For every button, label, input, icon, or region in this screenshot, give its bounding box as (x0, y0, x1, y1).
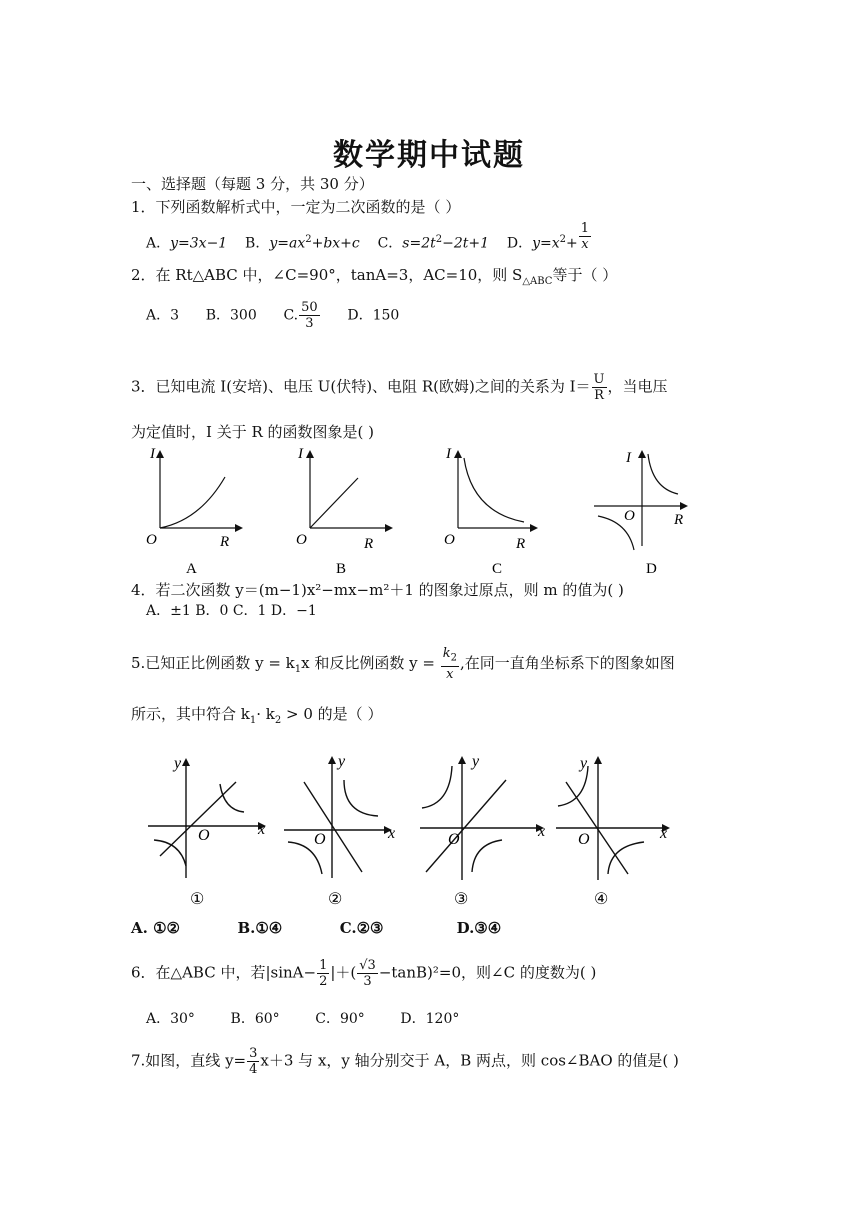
q5-1-origin: O (198, 827, 210, 844)
question-5-line2: 所示，其中符合 $k_1\cdot k_2 > 0$ 的是（ ） (131, 705, 383, 726)
question-7-stem: 7.如图，直线 y= $\frac{3}{4}$ x＋3 与 x，y 轴分别交于 A，B 两点，则 cos∠BAO 的值是( ) (131, 1046, 679, 1077)
q5-1-axis-y: y (174, 755, 182, 772)
q5-graph-1 (140, 750, 275, 910)
section-heading: 一、选择题（每题 3 分，共 30 分） (131, 175, 374, 193)
q3-b-origin: O (296, 532, 307, 548)
q5-1-axis-x: x (258, 821, 266, 838)
q3-label-d: D (646, 561, 657, 577)
q3-c-origin: O (444, 532, 455, 548)
q5-3-axis-y: y (472, 753, 480, 770)
q3-d-axis-r: R (674, 512, 684, 528)
question-4-stem: 4．若二次函数 y＝(m−1)x²−mx−m²＋1 的图象过原点，则 m 的值为( ) (131, 581, 624, 599)
q5-4-origin: O (578, 831, 590, 848)
q3-b-axis-i: I (298, 446, 303, 462)
q5-4-axis-x: x (660, 825, 668, 842)
q3-d-axis-i: I (626, 450, 631, 466)
q5-label-3: ③ (454, 891, 469, 908)
q5-label-1: ① (190, 891, 205, 908)
question-4-options: A．±1 B．0 C．1 D．−1 (146, 603, 317, 619)
q3-a-axis-r: R (220, 534, 230, 550)
q3-graph-d (588, 440, 698, 580)
q3-graph-c (438, 440, 548, 580)
question-3-line1: 3．已知电流 I(安培)、电压 U(伏特)、电阻 R(欧姆)之间的关系为 I＝ $\frac{U}{R}$ ，当电压 (131, 372, 668, 403)
question-3-line2: 为定值时，I 关于 R 的函数图象是( ) (131, 423, 374, 441)
q5-graph-2 (278, 750, 413, 910)
q5-graph-3 (416, 750, 551, 910)
q3-label-c: C (492, 561, 503, 577)
question-1-options: A．y=3x−1 B．$y=ax^2+bx+c$ C．$s=2t^2-2t+1$ D．$y=x^2+$ $\frac{1}{x}$ (146, 221, 590, 253)
q5-label-2: ② (328, 891, 343, 908)
question-2-stem: 2．在 Rt△ABC 中，∠C=90°，tanA=3，AC=10，则 $S_{\triangle ABC}$等于（ ） (131, 266, 618, 287)
q3-b-axis-r: R (364, 536, 374, 552)
question-5-options: A. ①② B.①④ C.②③ D.③④ (131, 919, 502, 937)
q5-2-origin: O (314, 831, 326, 848)
q3-c-axis-r: R (516, 536, 526, 552)
q3-label-a: A (186, 561, 197, 577)
q3-a-origin: O (146, 532, 157, 548)
q3-c-axis-i: I (446, 446, 451, 462)
question-1-stem: 1．下列函数解析式中，一定为二次函数的是（ ） (131, 198, 461, 216)
q5-3-axis-x: x (538, 823, 546, 840)
q5-label-4: ④ (594, 891, 609, 908)
q3-label-b: B (336, 561, 347, 577)
q5-2-axis-x: x (388, 825, 396, 842)
question-5-line1: 5.已知正比例函数 $y = k_1x$ 和反比例函数 y = $\frac{k_2}{x}$ ,在同一直角坐标系下的图象如图 (131, 646, 675, 682)
q5-3-origin: O (448, 831, 460, 848)
q5-2-axis-y: y (338, 753, 346, 770)
question-6-options: A．30° B．60° C．90° D．120° (146, 1011, 460, 1027)
q3-a-axis-i: I (150, 446, 155, 462)
q5-graph-4 (552, 750, 687, 910)
q3-d-origin: O (624, 508, 635, 524)
page-title: 数学期中试题 (333, 138, 525, 173)
q5-4-axis-y: y (580, 755, 588, 772)
question-2-options: A．3 B．300 C. $\frac{50}{3}$ D．150 (146, 300, 400, 331)
q3-graph-b (290, 440, 400, 580)
q3-graph-a (140, 440, 250, 580)
question-6-stem: 6．在△ABC 中，若|sinA− $\frac{1}{2}$ |＋( $\frac{√3}{3}$ −tanB)²=0，则∠C 的度数为( ) (131, 958, 597, 989)
